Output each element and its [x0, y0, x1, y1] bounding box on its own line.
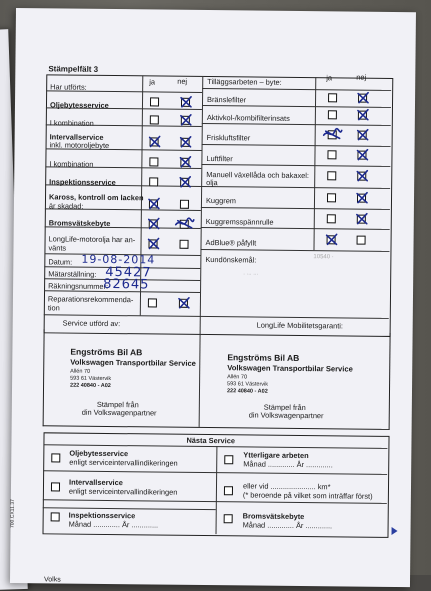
nasta-item-label: Intervallservice	[68, 477, 123, 488]
right-row-label: AdBlue® påfyllt	[205, 237, 257, 248]
left-ja-checkbox[interactable]	[150, 137, 159, 146]
sheet-title: Stämpelfält 3	[48, 64, 99, 74]
handwritten-invoice: 82645	[103, 276, 150, 293]
stamp-caption: din Volkswagenpartner	[81, 407, 157, 418]
right-nej-checkbox[interactable]	[358, 131, 367, 140]
nasta-item-sub: Månad ............. År .............	[68, 519, 159, 530]
left-row-label: Intervallservice	[49, 132, 104, 142]
service-utford-label: Service utförd av:	[62, 318, 121, 329]
nasta-right-checkbox[interactable]	[224, 486, 233, 495]
reparation-ja-checkbox[interactable]	[148, 298, 157, 307]
nasta-right-checkbox[interactable]	[224, 455, 233, 464]
left-ja-checkbox[interactable]	[150, 97, 159, 106]
left-ja-checkbox[interactable]	[149, 157, 158, 166]
left-nej-checkbox[interactable]	[181, 98, 190, 107]
nasta-item-sub: enligt serviceintervallindikeringen	[69, 457, 178, 468]
right-row-label: Luftfilter	[206, 154, 233, 164]
left-row-label: inkl. motoroljebyte	[49, 140, 110, 150]
nasta-right-label: Bromsvätskebyte	[242, 511, 305, 522]
nasta-right-label: eller vid ...................... km*	[242, 481, 331, 492]
stamp-city: 593 61 Västervik	[227, 381, 269, 388]
left-ja-checkbox[interactable]	[150, 115, 159, 124]
left-header-ja: ja	[149, 77, 156, 87]
right-ja-checkbox[interactable]	[327, 193, 336, 202]
stamp-city: 593 61 Västervik	[70, 375, 112, 383]
stamp-caption: din Volkswagenpartner	[248, 410, 324, 421]
left-row-label: Bromsvätskebyte	[48, 218, 111, 228]
right-ja-checkbox[interactable]	[328, 93, 337, 102]
left-row-label: Kaross, kontroll om lacken	[48, 192, 144, 203]
nasta-item-label: Oljebytesservice	[69, 448, 129, 459]
left-ja-checkbox[interactable]	[149, 177, 158, 186]
faint-offset-text: . ... ...	[243, 270, 259, 277]
arrow-marker	[392, 527, 398, 535]
footer-text: Volks	[43, 576, 61, 584]
right-header-nej: nej	[356, 72, 367, 82]
left-row-label: I kombination	[49, 159, 94, 169]
right-nej-checkbox[interactable]	[357, 215, 366, 224]
stamp-name: Engströms Bil AB	[227, 352, 300, 363]
nasta-item-label: Inspektionsservice	[68, 510, 136, 521]
left-ja-checkbox[interactable]	[148, 239, 157, 248]
right-header-title: Tilläggsarbeten – byte:	[207, 77, 282, 87]
left-row-label: I kombination	[49, 118, 94, 128]
stamp-street: Allén 70	[227, 374, 248, 381]
dealer-stamp-left	[70, 347, 196, 391]
left-nej-checkbox[interactable]	[180, 200, 189, 209]
handwritten-date: 19-08-2014	[81, 252, 156, 267]
stamp-phone: 222 40840 - A02	[70, 382, 111, 390]
nasta-title: Nästa Service	[186, 435, 236, 446]
nasta-right-checkbox[interactable]	[224, 514, 233, 523]
right-row-label: Friskluftsfilter	[206, 133, 251, 143]
stamp-name-2: Volkswagen Transportbilar Service	[70, 357, 196, 368]
right-row-label: Aktivkol-/kombifilterinsats	[206, 113, 290, 123]
kundonskemal-label: Kundönskemål:	[205, 254, 257, 265]
left-nej-checkbox[interactable]	[181, 138, 190, 147]
longlife-label: LongLife Mobilitetsgaranti:	[256, 320, 344, 331]
side-code: 700.CX11.37	[9, 499, 16, 529]
reparation-label: tion	[47, 303, 60, 313]
left-row-label: Inspektionsservice	[49, 177, 116, 188]
right-nej-checkbox[interactable]	[357, 172, 366, 181]
left-row-label: vänts	[48, 243, 67, 253]
left-nej-checkbox[interactable]	[181, 116, 190, 125]
left-ja-checkbox[interactable]	[149, 219, 158, 228]
faint-offset-text: 10540 ·	[313, 254, 334, 261]
reparation-nej-checkbox[interactable]	[179, 299, 188, 308]
left-header-nej: nej	[177, 76, 188, 86]
left-nej-checkbox[interactable]	[179, 240, 188, 249]
stamp-caption: Stämpel från	[263, 402, 306, 413]
nasta-checkbox[interactable]	[51, 453, 60, 462]
right-row-label: Manuell växellåda och bakaxel:	[206, 170, 310, 181]
stamp-name: Engströms Bil AB	[70, 346, 143, 358]
right-header-ja: ja	[326, 73, 333, 83]
stamp-street: Allén 70	[70, 368, 91, 375]
right-ja-checkbox[interactable]	[327, 214, 336, 223]
nasta-right-sub: Månad ............. År .............	[242, 520, 333, 531]
right-nej-checkbox[interactable]	[357, 236, 366, 245]
nasta-checkbox[interactable]	[51, 512, 60, 521]
right-row-label: Kuggrem	[205, 196, 237, 206]
left-nej-checkbox[interactable]	[180, 178, 189, 187]
right-ja-checkbox[interactable]	[327, 171, 336, 180]
right-nej-checkbox[interactable]	[358, 111, 367, 120]
left-header-title: Har utförts:	[50, 82, 87, 92]
right-row-label: Kuggremsspännrulle	[205, 216, 274, 227]
stamp-name-2: Volkswagen Transportbilar Service	[227, 363, 353, 374]
nasta-checkbox[interactable]	[51, 482, 60, 491]
stamp-caption: Stämpel från	[96, 399, 139, 410]
left-row-label: LongLife-motorolja har an-	[48, 234, 136, 245]
right-ja-checkbox[interactable]	[328, 110, 337, 119]
left-nej-checkbox[interactable]	[180, 158, 189, 167]
dealer-stamp-right	[227, 352, 353, 396]
nasta-item-sub: enligt serviceintervallindikeringen	[68, 486, 178, 497]
invoice-label: Räkningsnummer:	[48, 281, 109, 291]
odometer-label: Mätarställning:	[48, 269, 97, 279]
right-row-label: olja	[206, 178, 218, 188]
right-ja-checkbox[interactable]	[327, 150, 336, 159]
left-ja-checkbox[interactable]	[149, 199, 158, 208]
reparation-label: Reparationsrekommenda-	[47, 294, 134, 305]
left-row-label: är skadad:	[48, 201, 84, 211]
date-label: Datum:	[48, 257, 73, 267]
right-row-label: Bränslefilter	[207, 95, 247, 105]
nasta-right-sub: (* beroende på vilket som inträffar först)	[242, 490, 373, 501]
left-nej-checkbox[interactable]	[180, 220, 189, 229]
right-ja-checkbox[interactable]	[327, 235, 336, 244]
left-row-label: Oljebytesservice	[49, 100, 109, 110]
service-book-page	[10, 8, 416, 587]
nasta-right-label: Ytterligare arbeten	[243, 450, 309, 461]
stamp-phone: 222 40840 - A02	[226, 388, 268, 395]
right-nej-checkbox[interactable]	[358, 94, 367, 103]
right-nej-checkbox[interactable]	[357, 151, 366, 160]
right-ja-checkbox[interactable]	[328, 130, 337, 139]
right-nej-checkbox[interactable]	[357, 194, 366, 203]
nasta-right-sub: Månad ............. År .............	[243, 459, 333, 470]
handwritten-odometer: 45427	[105, 264, 152, 281]
